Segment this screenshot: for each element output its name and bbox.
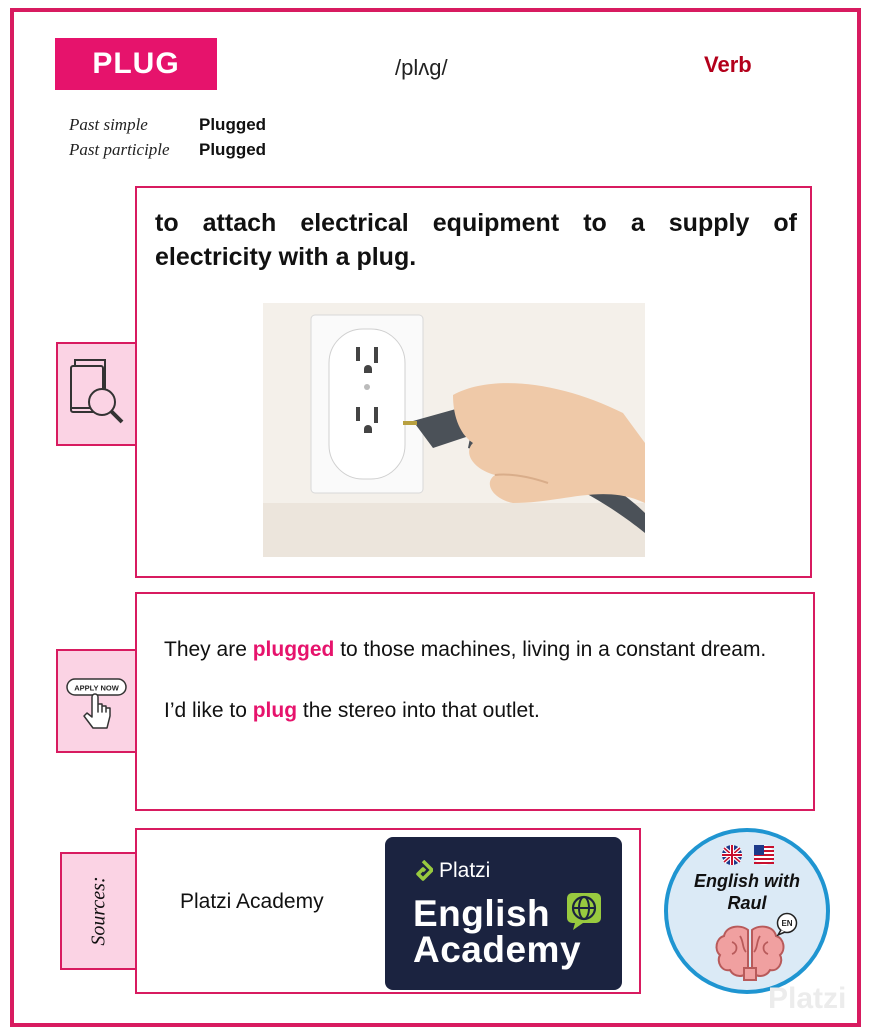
examples-tab [56,649,137,753]
platzi-english-academy-logo [385,837,622,990]
english-with-raul-badge [664,828,830,994]
definition-tab [56,342,137,446]
example-sentence: They are plugged to those machines, living in a constant dream. [164,638,767,661]
uk-flag-icon [721,844,743,866]
svg-text:EN: EN [781,919,793,928]
book-search-icon [58,344,135,444]
outlet-photo [263,303,645,557]
highlighted-word: plugged [252,638,335,661]
definition-box [135,186,812,578]
verb-form-label: Past participle [69,140,170,159]
sources-tab [60,852,137,970]
verb-form-label: Past simple [69,115,148,134]
platzi-logo-icon [413,860,433,882]
apply-now-label: APPLY NOW [74,683,119,693]
us-flag-icon [753,844,775,866]
globe-speech-icon [565,891,605,931]
source-name: Platzi Academy [180,890,324,913]
highlighted-word: plug [252,699,298,722]
verb-form-value: Plugged [199,140,267,159]
phonetic-transcription: /plʌg/ [395,55,448,80]
badge-text: English with Raul [694,871,800,913]
verb-form-row [69,112,266,137]
apply-now-click-icon [58,651,135,751]
verb-forms [69,112,266,162]
sources-box [135,828,641,994]
platzi-watermark: Platzi [768,982,847,1015]
en-speech-bubble-icon [774,912,800,936]
definition-text: to attach electrical equipment to a supply of electricity with a plug. [155,209,797,271]
example-sentence: I’d like to plug the stereo into that outlet. [164,699,540,722]
part-of-speech: Verb [704,52,752,77]
logo-line-english: English [413,891,605,935]
examples-box [135,592,815,811]
verb-form-row [69,137,266,162]
examples-list [164,636,780,758]
word-title: PLUG [55,38,217,90]
sources-label: Sources: [87,876,109,946]
verb-form-value: Plugged [199,115,267,134]
logo-line-academy: Academy [413,929,582,970]
platzi-brand: Platzi [413,859,490,883]
